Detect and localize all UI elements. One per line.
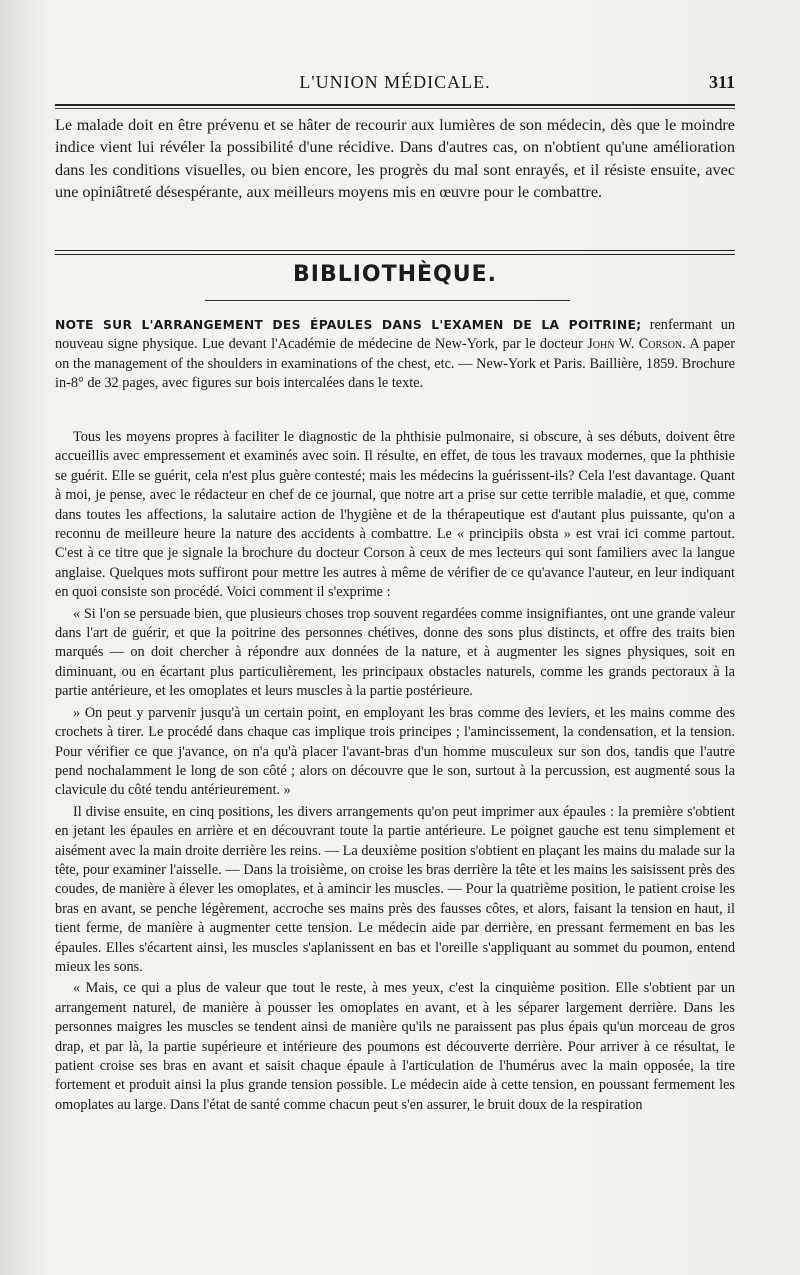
note-title: NOTE SUR L'ARRANGEMENT DES ÉPAULES DANS L'EXAMEN DE LA POITRINE; [55, 318, 642, 332]
note-paragraph [55, 316, 735, 394]
body-paragraph-1: Tous les moyens propres à faciliter le diagnostic de la phthisie pulmonaire, si obscure, à ses débuts, doivent être accueillis avec empressement et examinés avec soin. Il résulte, en effet, de tous les travaux modernes, que la phthisie se guérit. Elle se guérit, cela n'est plus guère contesté; mais les médecins la guérissent-ils? Cela l'est davantage. Quant à moi, je pense, avec le rédacteur en chef de ce journal, que notre art a prise sur cette terrible maladie, et que, comme dans toutes les affections, la salutaire action de l'hygiène et de la thérapeutique est d'autant plus puissante, qu'on a reconnu de meilleure heure la nature des accidents à combattre. Le « principiis obsta » est vrai ici comme partout. C'est à ce titre que je signale la brochure du docteur Corson à ceux de mes lecteurs qui sont familiers avec la langue anglaise. Quelques mots suffiront pour mettre les autres à même de vérifier de ce qu'avance l'auteur, en leur indiquant en quoi consiste son procédé. Voici comment il s'exprime : [55, 429, 735, 601]
intro-paragraph: Le malade doit en être prévenu et se hâter de recourir aux lumières de son médecin, dès que le moindre indice vient lui révéler la possibilité d'une récidive. Dans d'autres cas, on n'obtient qu'une amélioration dans les conditions visuelles, ou bien encore, les progrès du mal sont enrayés, et il résiste ensuite, avec une opiniâtreté désespérante, aux meilleurs moyens mis en œuvre pour le combattre. [55, 116, 735, 201]
bibliographic-note [55, 316, 735, 394]
note-author: John W. Corson. [587, 336, 686, 353]
title-underline [205, 300, 570, 301]
article-body [55, 428, 735, 1117]
body-paragraph-5: « Mais, ce qui a plus de valeur que tout le reste, à mes yeux, c'est la cinquième position. Elle s'obtient par un arrangement naturel, de manière à pousser les omoplates en avant, et à les séparer largement derrière. Dans les personnes maigres les muscles se tendent ainsi de manière qu'ils ne paraissent pas plus épais qu'un morceau de gros drap, et par là, la partie supérieure et intérieure des poumons est découverte derrière. Pour arriver à ce résultat, le patient croise ses bras en avant et saisit chaque épaule à l'articulation de l'humérus avec la main opposée, la tire fortement et produit ainsi la plus grande tension possible. Le médecin aide à cette tension, en poussant fermement les omoplates au large. Dans l'état de santé comme chacun peut s'en assurer, le bruit doux de la respiration [55, 980, 735, 1113]
page-number: 311 [708, 72, 735, 92]
intro-text [55, 114, 735, 203]
note-text-2: A paper on the management of the shoulders in examinations of the chest, etc. — New-York et Paris. Baillière, 1859. Brochure in-8° de 32 pages, avec figures sur bois intercalées dans le texte. [55, 336, 735, 392]
body-paragraph-4: Il divise ensuite, en cinq positions, les divers arrangements qu'on peut imprimer aux épaules : la première s'obtient en jetant les épaules en arrière et en découvrant toute la partie antérieure. Le poignet gauche est tenu simplement et aisément avec la main droite derrière les reins. — La deuxième position s'obtient en plaçant les mains du malade sur la tête, pour examiner l'aisselle. — Dans la troisième, on croise les bras derrière la tête et les mains les saisissent près des coudes, de manière à élever les omoplates, et à amincir les muscles. — Pour la quatrième position, le patient croise les bras en avant, se penche légèrement, accroche ses mains près des fausses côtes, et alors, faisant la tension en haut, il tient ferme, de manière à augmenter cette tension. Le médecin aide par derrière, en pressant fermement en bas les épaules. Elles s'écartent ainsi, les muscles s'aplanissent en bas et l'oreille s'appliquant au sommet du poumon, entend mieux les sons. [55, 803, 735, 975]
header-rule [55, 104, 735, 109]
body-paragraph-2: « Si l'on se persuade bien, que plusieurs choses trop souvent regardées comme insignifiantes, ont une grande valeur dans l'art de guérir, et que la poitrine des personnes chétives, donne des sons plus distincts, et offre des traits bien marqués — on doit chercher à répondre aux données de la nature, et à augmenter les signes physiques, soit en diminuant, ou en écartant plus particulièrement, les principaux obstacles naturels, comme les grands pectoraux à la partie antérieure, et les omoplates et leurs muscles à la partie postérieure. [55, 605, 735, 700]
journal-title: L'UNION MÉDICALE. [299, 72, 491, 92]
section-title: BIBLIOTHÈQUE. [292, 262, 498, 287]
body-paragraph-3: » On peut y parvenir jusqu'à un certain point, en employant les bras comme des leviers, et les mains comme des crochets à tirer. Le procédé dans chaque cas implique trois principes ; l'amincissement, la condensation, et la tension. Pour vérifier ce que j'avance, on n'a qu'à placer l'avant-bras d'un homme musculeux sur son dos, tandis que l'autre pend nochalamment le long de son côté ; alors on découvre que le son, surtout à la percussion, est augmenté sous la clavicule du côté tendu antérieurement. » [55, 704, 735, 799]
note-text-1: renfermant un nouveau signe physique. Lue devant l'Académie de médecine de New-York, par le docteur [55, 317, 735, 353]
running-header [55, 72, 735, 98]
section-divider [55, 250, 735, 255]
